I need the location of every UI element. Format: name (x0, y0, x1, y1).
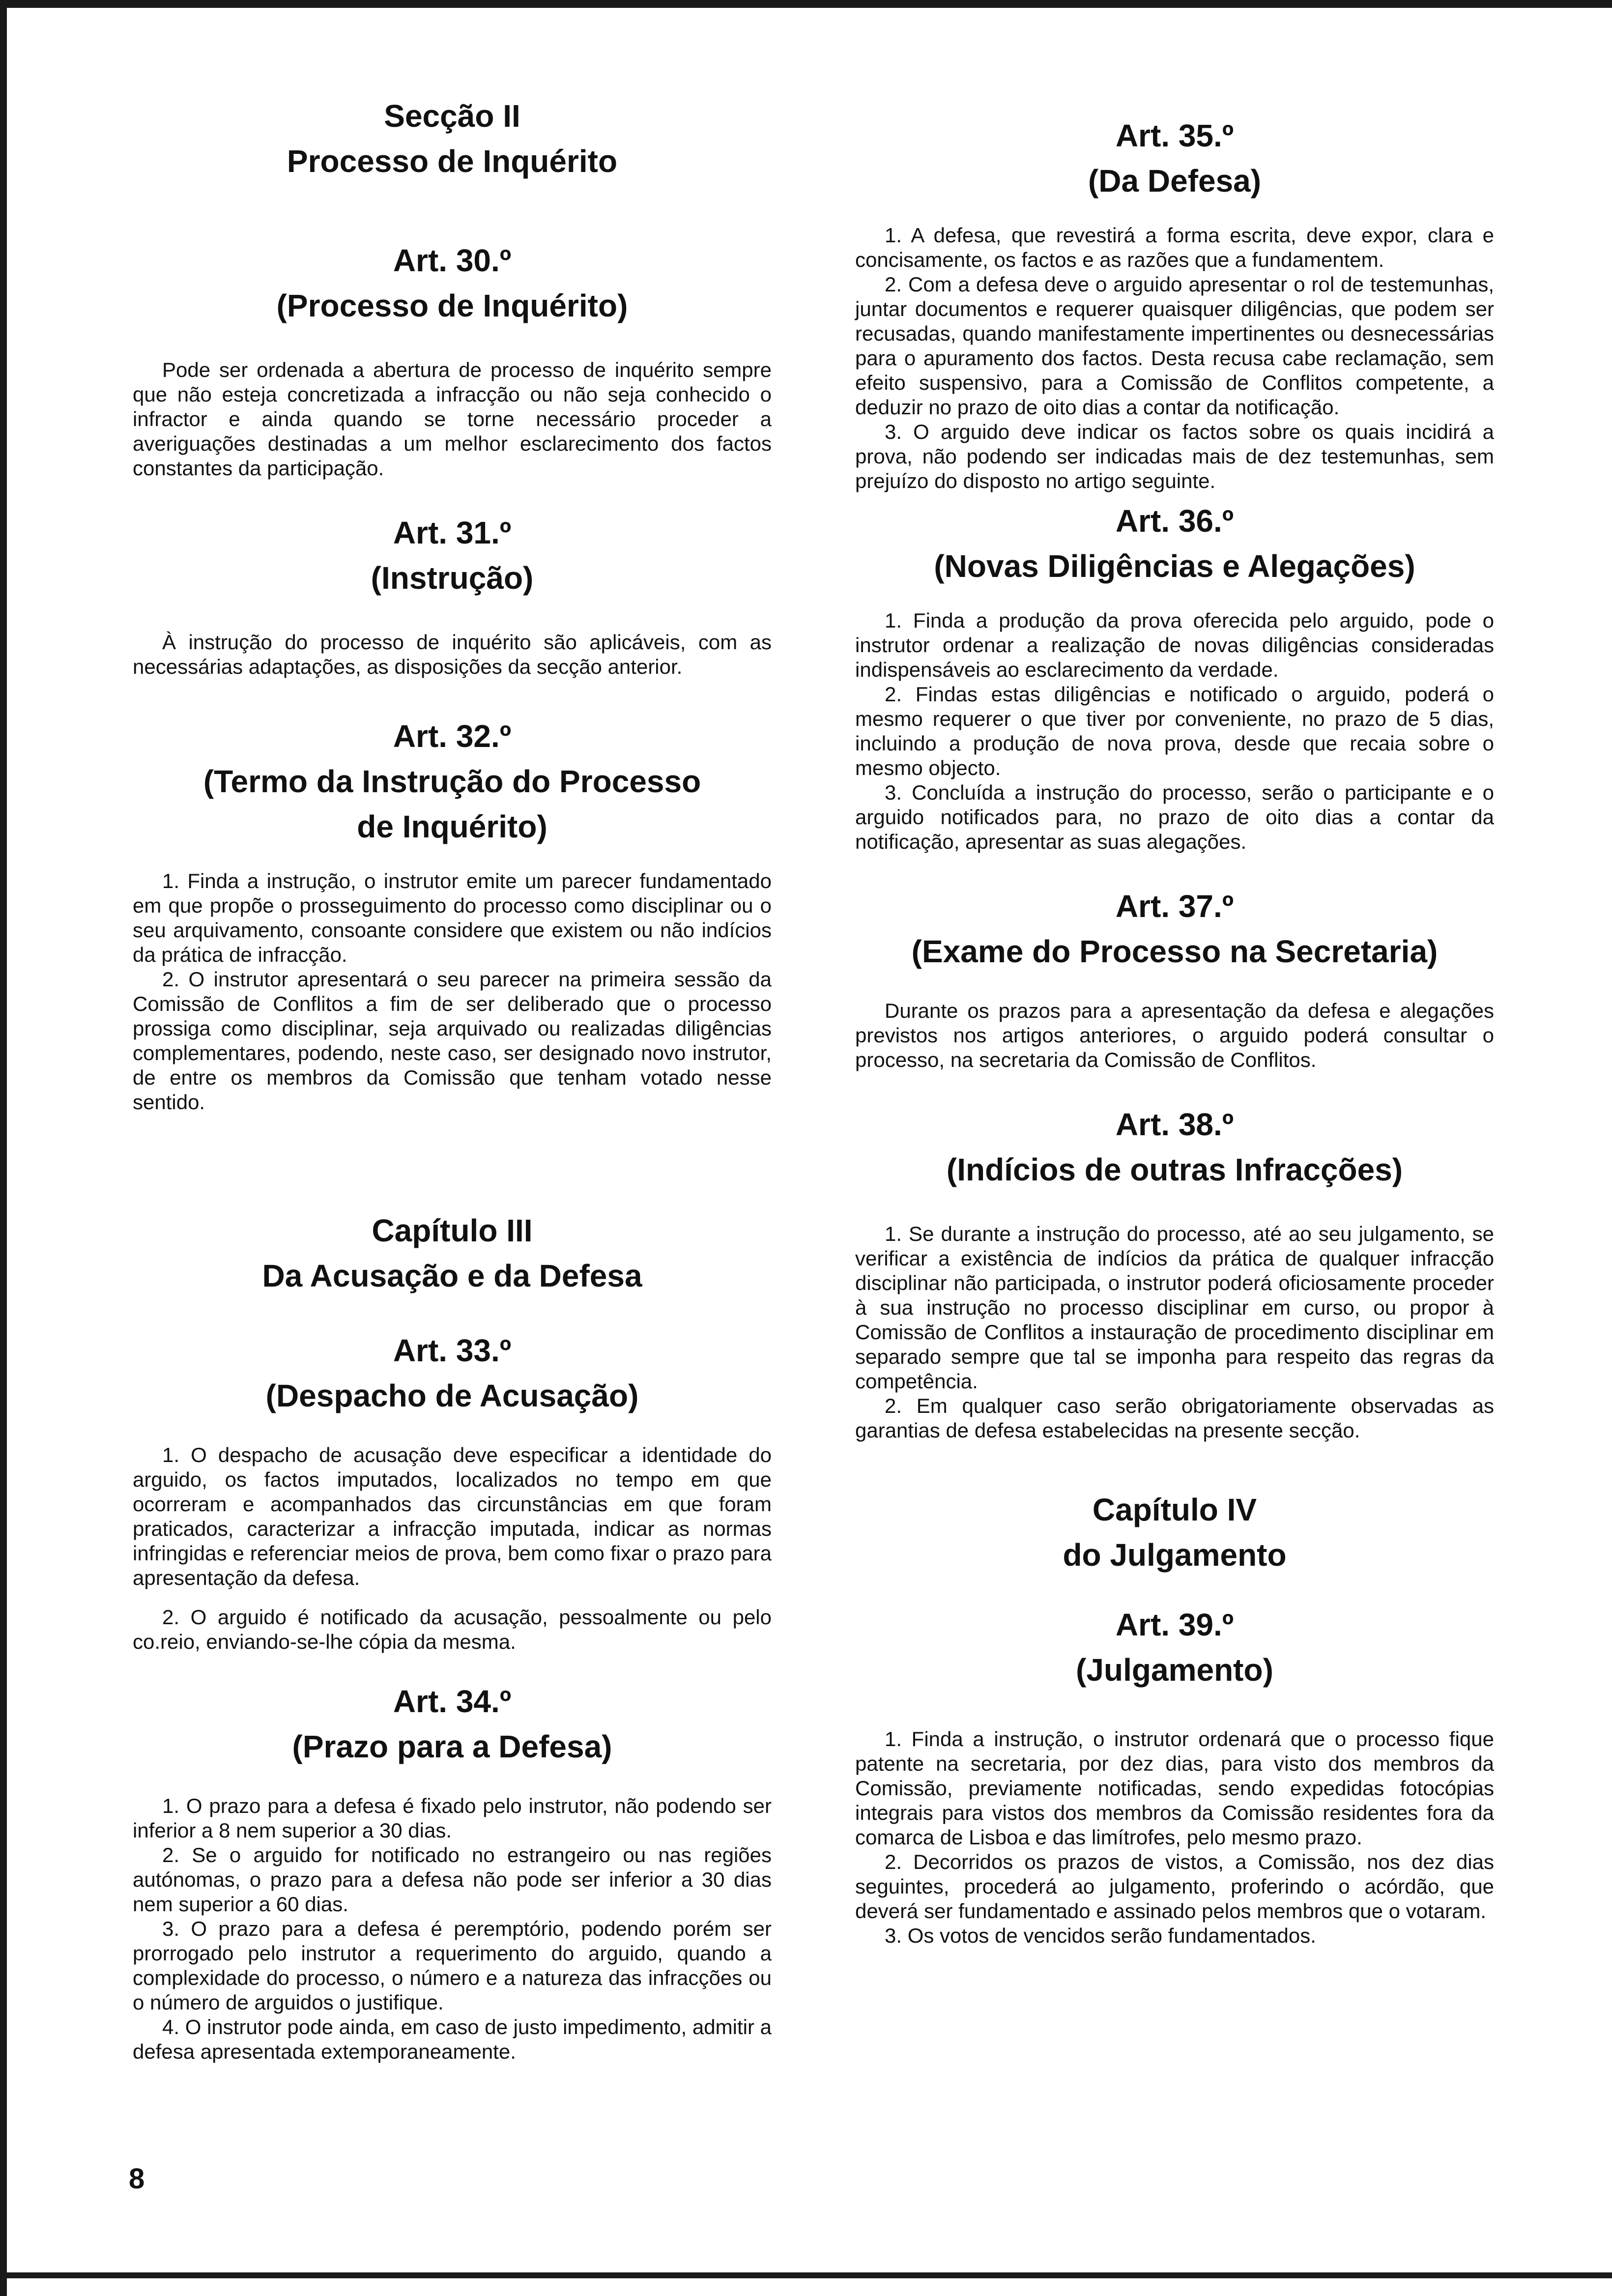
art31-paragraph-1: À instrução do processo de inquérito são aplicáveis, com as necessárias adaptações, as disposições da secção anterior. (133, 631, 772, 678)
art30-title: (Processo de Inquérito) (276, 288, 628, 323)
art34-heading (133, 1679, 772, 1769)
art35-title: (Da Defesa) (1088, 163, 1262, 199)
art37-paragraph-1: Durante os prazos para a apresentação da defesa e alegações previstos nos artigos anteriores, o arguido poderá consultar o processo, na secretaria da Comissão de Conflitos. (855, 999, 1494, 1071)
art39-paragraph-1: 1. Finda a instrução, o instrutor ordenará que o processo fique patente na secretaria, por dez dias, para visto dos membros da Comissão, previamente notificadas, sendo expedidas fotocópias integrais para vistos dos membros da Comissão residentes fora da comarca de Lisboa e das limítrofes, pelo mesmo prazo. (855, 1727, 1494, 1849)
art35-heading (855, 113, 1494, 203)
art39-title: (Julgamento) (1076, 1652, 1273, 1688)
art31-heading (133, 510, 772, 601)
art31-number: Art. 31.º (393, 515, 512, 550)
left-column (133, 93, 772, 2064)
art33-title: (Despacho de Acusação) (265, 1378, 639, 1413)
art34-title: (Prazo para a Defesa) (292, 1729, 612, 1764)
left-border (0, 0, 7, 2296)
art34-paragraph-2: 2. Se o arguido for notificado no estrangeiro ou nas regiões autónomas, o prazo para a defesa não pode ser inferior a 30 dias nem superior a 60 dias. (133, 1843, 772, 1916)
art37-title: (Exame do Processo na Secretaria) (911, 934, 1438, 969)
art32-heading (133, 714, 772, 849)
top-border (0, 0, 1612, 8)
art30-paragraph-1: Pode ser ordenada a abertura de processo de inquérito sempre que não esteja concretizada a infracção ou não seja conhecido o infractor e ainda quando se torne necessário proceder a averiguações destinadas a um melhor esclarecimento dos factos constantes da participação. (133, 358, 772, 480)
art33-paragraph-2: 2. O arguido é notificado da acusação, pessoalmente ou pelo co.reio, enviando-se-lhe cópia da mesma. (133, 1606, 772, 1653)
page-number: 8 (129, 2163, 145, 2195)
bottom-border (0, 2272, 1612, 2278)
art37-number: Art. 37.º (1115, 889, 1234, 924)
art36-paragraph-3: 3. Concluída a instrução do processo, serão o participante e o arguido notificados para, no prazo de oito dias a contar da notificação, apresentar as suas alegações. (855, 781, 1494, 853)
art38-title: (Indícios de outras Infracções) (946, 1152, 1403, 1187)
art38-number: Art. 38.º (1115, 1107, 1234, 1142)
art39-paragraph-3: 3. Os votos de vencidos serão fundamentados. (885, 1924, 1316, 1947)
art36-paragraph-1: 1. Finda a produção da prova oferecida pelo arguido, pode o instrutor ordenar a realização de novas diligências consideradas indispensáveis ao esclarecimento da verdade. (855, 609, 1494, 681)
art35-number: Art. 35.º (1115, 118, 1234, 153)
art33-number: Art. 33.º (393, 1333, 512, 1368)
art31-title: (Instrução) (371, 560, 534, 596)
art32-title-line2: de Inquérito) (357, 809, 547, 844)
chapter4-title: do Julgamento (1063, 1537, 1287, 1573)
art39-number: Art. 39.º (1115, 1607, 1234, 1642)
chapter4-number: Capítulo IV (1092, 1492, 1257, 1527)
section-title: Processo de Inquérito (287, 144, 618, 179)
art37-heading (855, 884, 1494, 974)
art35-paragraph-3: 3. O arguido deve indicar os factos sobre os quais incidirá a prova, não podendo ser indicadas mais de dez testemunhas, sem prejuízo do disposto no artigo seguinte. (855, 420, 1494, 492)
art30-number: Art. 30.º (393, 243, 512, 278)
art38-paragraph-2: 2. Em qualquer caso serão obrigatoriamente observadas as garantias de defesa estabelecidas na presente secção. (855, 1394, 1494, 1442)
art39-paragraph-2: 2. Decorridos os prazos de vistos, a Comissão, nos dez dias seguintes, procederá ao julgamento, proferindo o acórdão, que deverá ser fundamentado e assinado pelos membros que o votaram. (855, 1850, 1494, 1923)
art33-paragraph-1: 1. O despacho de acusação deve especificar a identidade do arguido, os factos imputados, localizados no tempo em que ocorreram e acompanhados das circunstâncias em que foram praticados, caracterizar a infracção imputada, indicar as normas infringidas e referenciar meios de prova, bem como fixar o prazo para apresentação da defesa. (133, 1443, 772, 1589)
section-number: Secção II (384, 98, 520, 134)
art32-paragraph-1: 1. Finda a instrução, o instrutor emite um parecer fundamentado em que propõe o prosseguimento do processo como disciplinar ou o seu arquivamento, consoante considere que existem ou não indícios da prática de infracção. (133, 869, 772, 966)
art38-heading (855, 1102, 1494, 1192)
art35-paragraph-1: 1. A defesa, que revestirá a forma escrita, deve expor, clara e concisamente, os factos e as razões que a fundamentem. (855, 224, 1494, 271)
right-column (855, 113, 1494, 1948)
art36-number: Art. 36.º (1115, 503, 1234, 539)
art36-title: (Novas Diligências e Alegações) (934, 548, 1415, 584)
art32-title-line1: (Termo da Instrução do Processo (203, 764, 701, 799)
art32-paragraph-2: 2. O instrutor apresentará o seu parecer na primeira sessão da Comissão de Conflitos a fim de ser deliberado que o processo prossiga como disciplinar, seja arquivado ou realizadas diligências complementares, podendo, neste caso, ser designado novo instrutor, de entre os membros da Comissão que tenham votado nesse sentido. (133, 968, 772, 1114)
art34-paragraph-3: 3. O prazo para a defesa é peremptório, podendo porém ser prorrogado pelo instrutor a requerimento do arguido, quando a complexidade do processo, o número e a natureza das infracções ou o número de arguidos o justifique. (133, 1917, 772, 2014)
chapter3-title: Da Acusação e da Defesa (262, 1258, 642, 1293)
art34-paragraph-1: 1. O prazo para a defesa é fixado pelo instrutor, não podendo ser inferior a 8 nem superior a 30 dias. (133, 1794, 772, 1842)
chapter3-heading (133, 1208, 772, 1298)
art36-heading (855, 498, 1494, 589)
chapter3-number: Capítulo III (372, 1213, 533, 1248)
section-heading (133, 93, 772, 184)
chapter4-heading (855, 1487, 1494, 1578)
art33-heading (133, 1328, 772, 1418)
art30-heading (133, 238, 772, 328)
art35-paragraph-2: 2. Com a defesa deve o arguido apresentar o rol de testemunhas, juntar documentos e requerer quaisquer diligências, que podem ser recusadas, quando manifestamente impertinentes ou desnecessárias para o apuramento dos factos. Desta recusa cabe reclamação, sem efeito suspensivo, para a Comissão de Conflitos competente, a deduzir no prazo de oito dias a contar da notificação. (855, 273, 1494, 419)
art32-number: Art. 32.º (393, 718, 512, 754)
art36-paragraph-2: 2. Findas estas diligências e notificado o arguido, poderá o mesmo requerer o que tiver por conveniente, no prazo de 5 dias, incluindo a produção de nova prova, desde que recaia sobre o mesmo objecto. (855, 683, 1494, 779)
art39-heading (855, 1602, 1494, 1693)
art38-paragraph-1: 1. Se durante a instrução do processo, até ao seu julgamento, se verificar a existência de indícios da prática de qualquer infracção disciplinar não participada, o instrutor poderá oficiosamente proceder à sua instrução no processo disciplinar em curso, ou propor à Comissão de Conflitos a instauração de procedimento disciplinar em separado sempre que tal se imponha para respeito das regras da competência. (855, 1222, 1494, 1393)
art34-number: Art. 34.º (393, 1684, 512, 1719)
art34-paragraph-4: 4. O instrutor pode ainda, em caso de justo impedimento, admitir a defesa apresentada extemporaneamente. (133, 2015, 772, 2063)
